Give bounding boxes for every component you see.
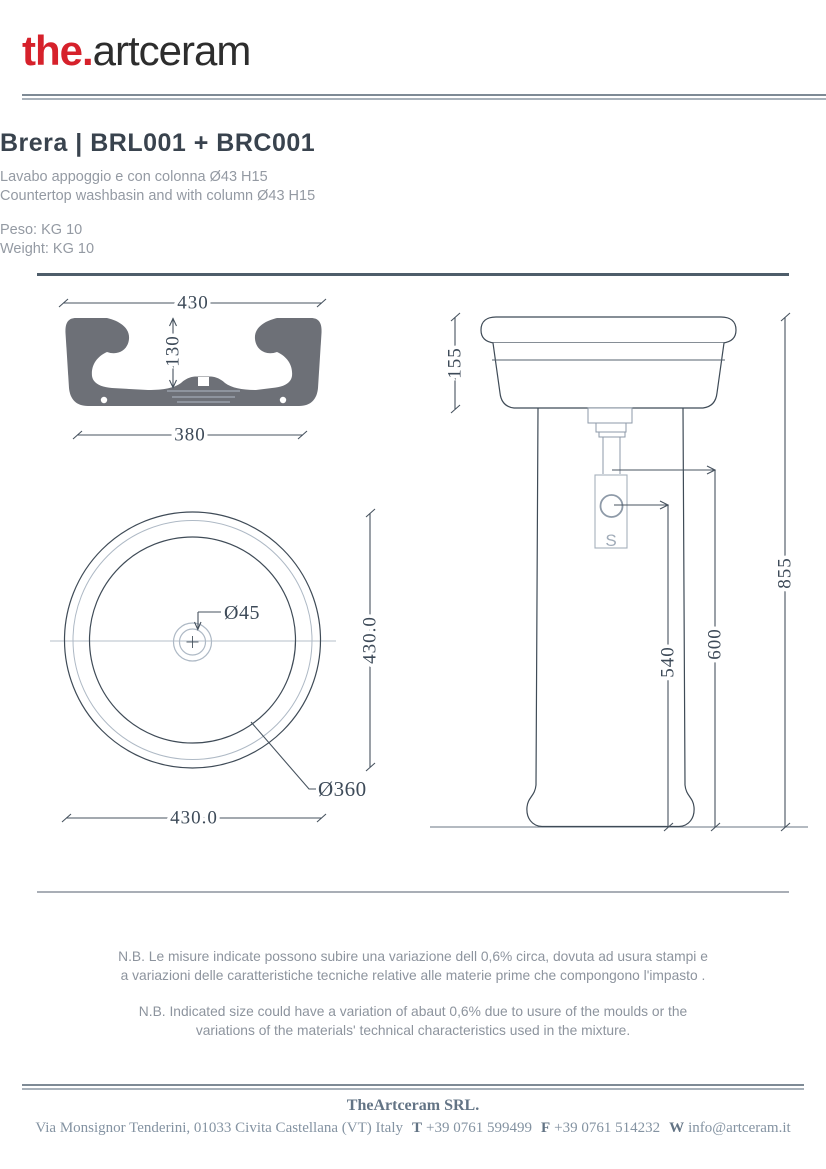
dim-label-430-bottom: 430.0 <box>170 807 218 829</box>
subtitle-english: Countertop washbasin and with column Ø43 H15 <box>0 187 316 204</box>
dim-label-380: 380 <box>174 424 206 446</box>
footer-fax-label: F <box>541 1120 551 1136</box>
footer-phone-label: T <box>412 1120 423 1136</box>
dim-label-drain-diameter: Ø45 <box>224 602 260 624</box>
section-hole-left <box>101 397 107 403</box>
section-divider-top <box>37 273 789 276</box>
footer-web-label: W <box>669 1120 685 1136</box>
product-subtitles <box>0 168 826 205</box>
column-outline <box>527 408 694 827</box>
footer-company: TheArtceram SRL. <box>346 1097 480 1114</box>
footer-address: Via Monsignor Tenderini, 01033 Civita Castellana (VT) Italy <box>35 1120 404 1136</box>
basin-body <box>493 343 724 408</box>
dim-label-430-right: 430.0 <box>359 616 381 664</box>
product-weights <box>0 221 826 258</box>
footer <box>0 1097 826 1137</box>
footer-divider <box>22 1084 804 1090</box>
weight-english: Weight: KG 10 <box>0 240 95 257</box>
technical-drawings <box>0 280 826 892</box>
siphon-label: S <box>605 531 618 550</box>
section-hole-right <box>280 397 286 403</box>
leader-inner-diameter <box>251 722 316 789</box>
dim-label-430-top: 430 <box>177 292 209 314</box>
weight-italian: Peso: KG 10 <box>0 222 83 238</box>
brand-logo <box>22 27 251 74</box>
leader-drain-diameter <box>195 612 222 630</box>
dim-label-855: 855 <box>774 557 796 589</box>
dim-label-inner-diameter: Ø360 <box>318 777 367 801</box>
dim-label-540: 540 <box>657 646 679 678</box>
footer-address-line <box>0 1120 826 1137</box>
footer-phone: +39 0761 599499 <box>426 1120 532 1136</box>
drain-center-cross <box>187 636 199 648</box>
notes-spacer <box>0 985 826 1003</box>
dim-label-600: 600 <box>704 628 726 660</box>
dim-label-155: 155 <box>444 347 466 379</box>
note-italian-line2: a variazioni delle caratteristiche tecniche relative alle materie prime che compongono l'impasto . <box>120 967 706 983</box>
logo-artceram: artceram <box>92 27 251 74</box>
basin-rim <box>481 317 736 343</box>
subtitle-italian: Lavabo appoggio e con colonna Ø43 H15 <box>0 169 268 185</box>
dim-label-130: 130 <box>162 335 184 367</box>
header-divider <box>22 94 826 100</box>
section-divider-bottom <box>37 891 789 893</box>
note-english-line2: variations of the materials' technical characteristics used in the mixture. <box>195 1022 631 1038</box>
side-section-drawing <box>59 293 326 446</box>
front-view-drawing <box>430 313 808 831</box>
note-english-line1: N.B. Indicated size could have a variation of abaut 0,6% due to usure of the moulds or the <box>138 1004 688 1019</box>
note-italian-line1: N.B. Le misure indicate possono subire una variazione dell 0,6% circa, dovuta ad usura stampi e <box>118 949 708 964</box>
logo-the: the. <box>22 27 93 74</box>
footer-email: info@artceram.it <box>688 1120 791 1136</box>
footer-fax: +39 0761 514232 <box>554 1120 661 1136</box>
top-view-drawing <box>50 509 381 829</box>
page-title: Brera | BRL001 + BRC001 <box>0 129 316 157</box>
drain-gap <box>198 377 209 386</box>
notes-block <box>0 948 826 1040</box>
